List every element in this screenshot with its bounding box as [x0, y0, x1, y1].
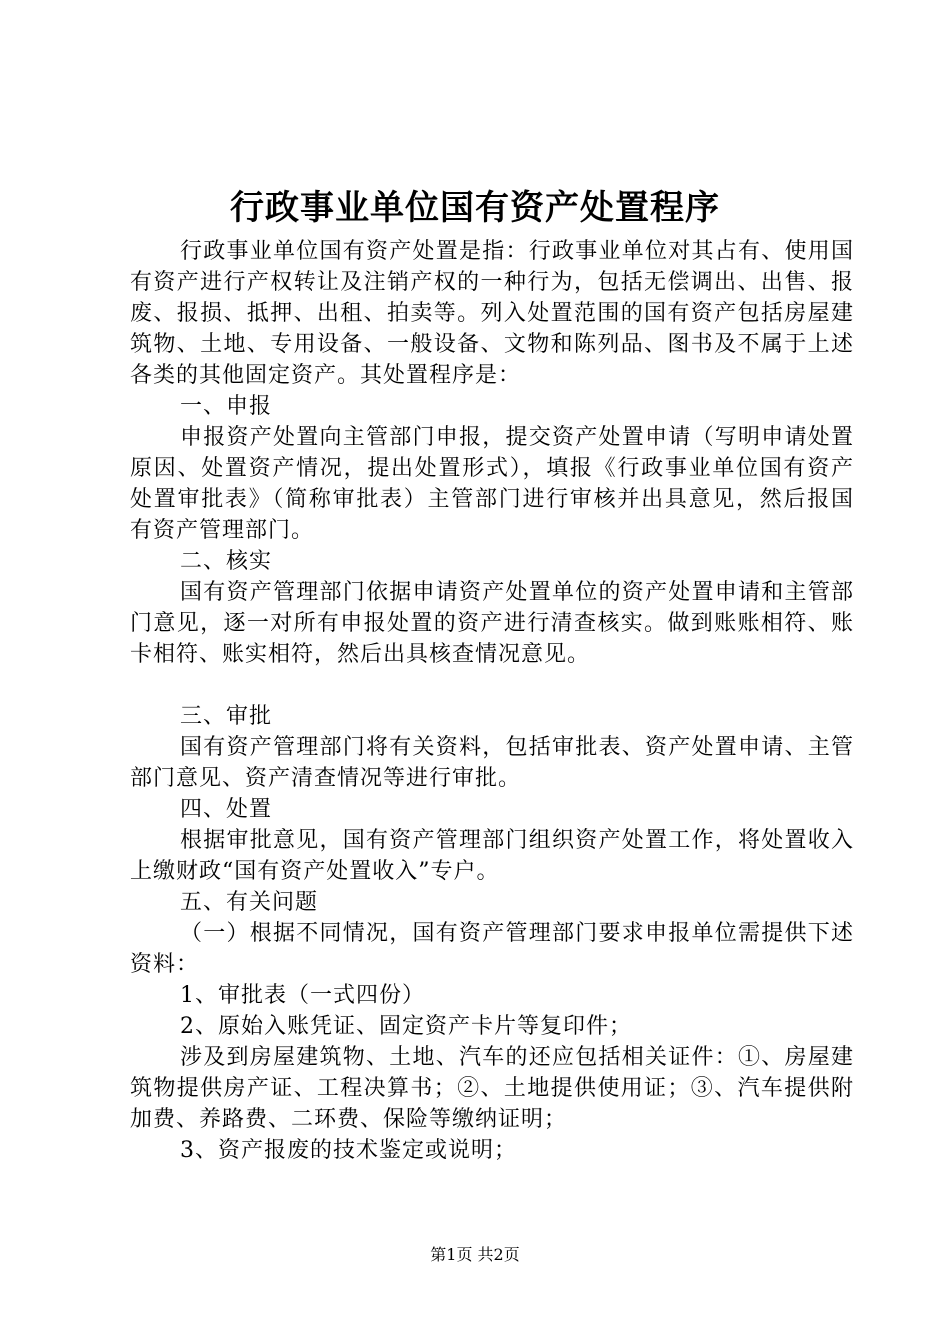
blank-line	[130, 670, 854, 701]
section-heading-verify: 二、核实	[180, 549, 273, 574]
list-item-3: 3、资产报废的技术鉴定或说明；	[180, 1138, 517, 1163]
section-body-dispose: 根据审批意见，国有资产管理部门组织资产处置工作，将处置收入上缴财政“国有资产处置收入”专户。	[130, 828, 854, 884]
section-body-approve: 国有资产管理部门将有关资料，包括审批表、资产处置申请、主管部门意见、资产清查情况等进行审批。	[130, 735, 854, 791]
section-heading-approve: 三、审批	[180, 704, 273, 729]
document-title: 行政事业单位国有资产处置程序	[230, 188, 720, 228]
section-issues-sub1: （一）根据不同情况，国有资产管理部门要求申报单位需提供下述资料：	[130, 921, 854, 977]
section-heading-report: 一、申报	[180, 394, 273, 419]
section-body-report: 申报资产处置向主管部门申报，提交资产处置申请（写明申请处置原因、处置资产情况，提出处置形式），填报《行政事业单位国有资产处置审批表》（简称审批表）主管部门进行审核并出具意见，然后报国有资产管理部门。	[130, 425, 854, 543]
page-footer: 第1页 共2页	[430, 1245, 520, 1264]
section-heading-issues: 五、有关问题	[180, 890, 319, 915]
section-body-verify: 国有资产管理部门依据申请资产处置单位的资产处置申请和主管部门意见，逐一对所有申报处置的资产进行清查核实。做到账账相符、账卡相符、账实相符，然后出具核查情况意见。	[130, 580, 854, 667]
intro-paragraph: 行政事业单位国有资产处置是指：行政事业单位对其占有、使用国有资产进行产权转让及注销产权的一种行为，包括无偿调出、出售、报废、报损、抵押、出租、拍卖等。列入处置范围的国有资产包括房屋建筑物、土地、专用设备、一般设备、文物和陈列品、图书及不属于上述各类的其他固定资产。其处置程序是：	[130, 239, 854, 388]
list-item-2: 2、原始入账凭证、固定资产卡片等复印件；	[180, 1014, 632, 1039]
list-item-1: 1、审批表（一式四份）	[180, 983, 425, 1008]
list-item-2-note: 涉及到房屋建筑物、土地、汽车的还应包括相关证件：①、房屋建筑物提供房产证、工程决算书；②、土地提供使用证；③、汽车提供附加费、养路费、二环费、保险等缴纳证明；	[130, 1045, 854, 1132]
section-heading-dispose: 四、处置	[180, 797, 273, 822]
document-body	[130, 236, 854, 1166]
